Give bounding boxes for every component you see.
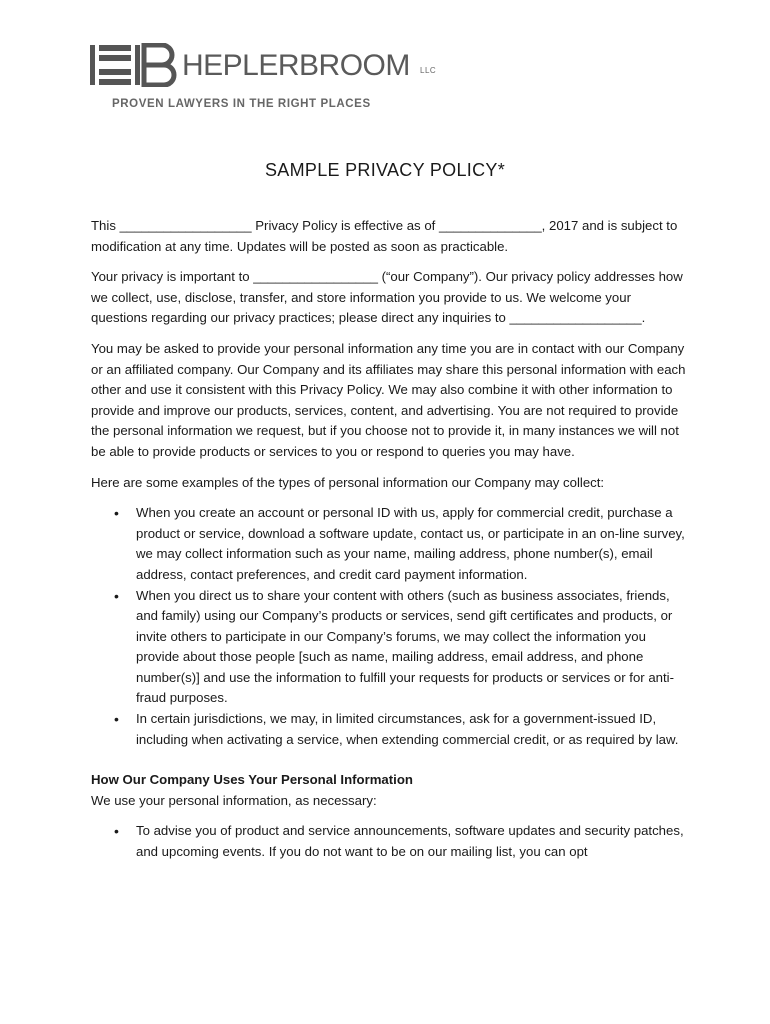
company-tagline: PROVEN LAWYERS IN THE RIGHT PLACES	[112, 98, 371, 110]
list-item: • In certain jurisdictions, we may, in limited circumstances, ask for a government-issued ID, including when activating a service, when extending commercial credit, or as required by law.	[136, 709, 691, 750]
company-suffix: LLC	[420, 66, 437, 75]
company-logo	[90, 43, 450, 113]
paragraph-privacy-importance: Your privacy is important to _________________ (“our Company”). Our privacy policy addresses how we collect, use, disclose, transfer, and store information you provide to us. We welcome your questions regarding our privacy practices; please direct any inquiries to __________________.	[91, 269, 683, 326]
list-item: • To advise you of product and service announcements, software updates and security patches, and upcoming events. If you do not want to be on our mailing list, you can opt	[136, 821, 691, 862]
uses-list	[91, 821, 691, 862]
paragraph-personal-information: You may be asked to provide your personal information any time you are in contact with our Company or an affiliated company. Our Company and its affiliates may share this personal information with each other and use it consistent with this Privacy Policy. We may also combine it with other information to provide and improve our products, services, content, and advertising. You are not required to provide the personal information we request, but if you choose not to provide it, in many instances we will not be able to provide products or services to you or respond to queries you may have.	[91, 340, 686, 459]
section-heading-uses: How Our Company Uses Your Personal Information	[91, 772, 413, 788]
paragraph-effective-date: This __________________ Privacy Policy is effective as of ______________, 2017 and is subject to modification at any time. Updates will be posted as soon as practicable.	[91, 218, 678, 254]
company-name-first: HEPLER	[182, 49, 300, 82]
list-item: • When you create an account or personal ID with us, apply for commercial credit, purchase a product or service, download a software update, contact us, or participate in an on-line survey, we may collect information such as your name, mailing address, phone number(s), email address, contact preferences, and credit card payment information.	[136, 503, 691, 585]
collect-examples-list	[91, 503, 691, 750]
paragraph-examples-intro: Here are some examples of the types of personal information our Company may collect:	[91, 474, 605, 490]
uses-intro: We use your personal information, as necessary:	[91, 792, 377, 808]
hb-monogram-icon	[90, 43, 180, 87]
company-name-second: BROOM	[299, 49, 410, 82]
company-name	[182, 49, 410, 83]
document-title: SAMPLE PRIVACY POLICY*	[264, 160, 506, 180]
document-body	[91, 216, 691, 873]
list-item: • When you direct us to share your content with others (such as business associates, friends, and family) using our Company’s products or services, send gift certificates and products, or invite others to participate in our Company’s forums, we may collect the information you provide about those people [such as name, mailing address, email address, and phone number(s)] and use the information to fulfill your requests for products or services or for anti-fraud purposes.	[136, 586, 691, 710]
